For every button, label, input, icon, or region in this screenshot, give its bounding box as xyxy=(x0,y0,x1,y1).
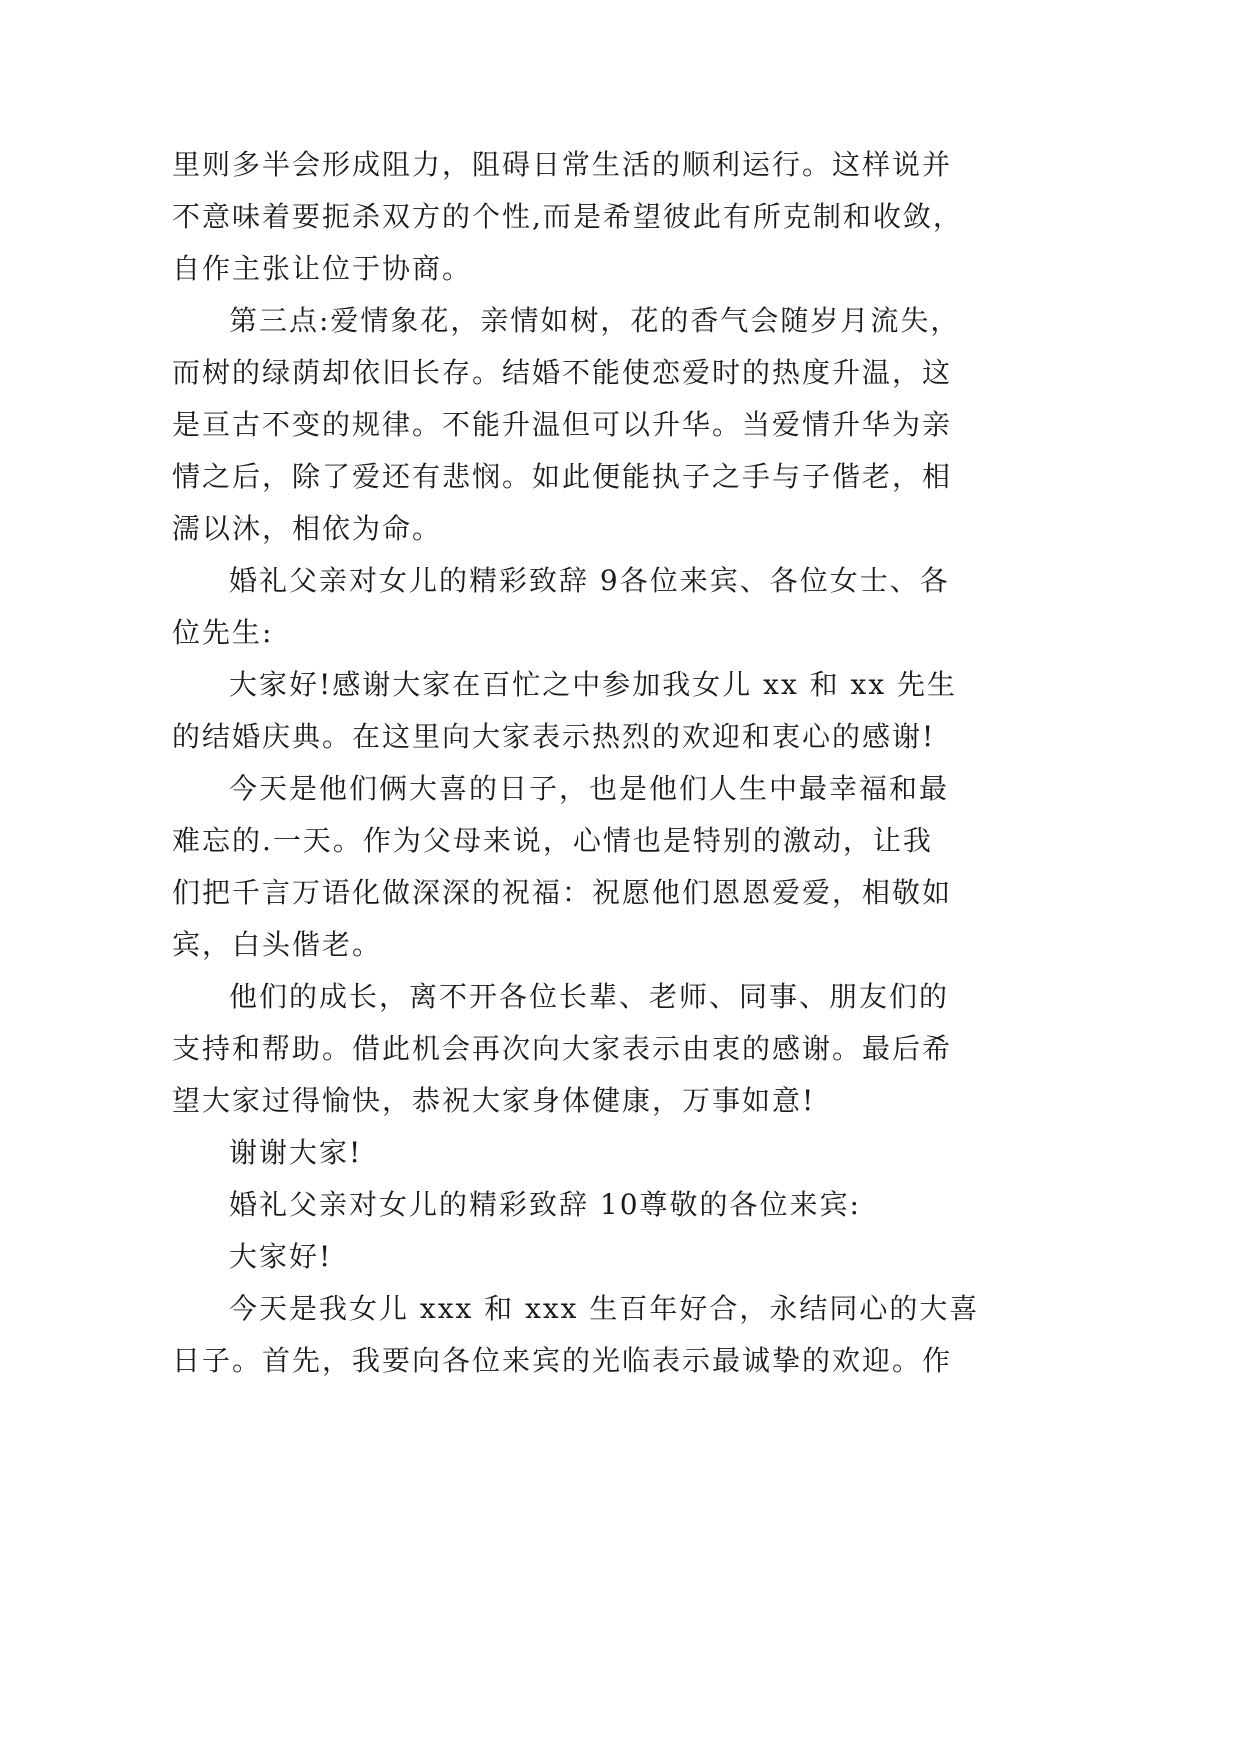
text-line: 日子。首先，我要向各位来宾的光临表示最诚挚的欢迎。作 xyxy=(172,1344,953,1377)
text-line: 不意味着要扼杀双方的个性,而是希望彼此有所克制和收敛， xyxy=(172,200,963,233)
text-line: 情之后，除了爱还有悲悯。如此便能执子之手与子偕老，相 xyxy=(172,460,953,493)
text-line: 宾，白头偕老。 xyxy=(172,928,383,961)
text-line: 自作主张让位于协商。 xyxy=(172,252,473,285)
text-line: 的结婚庆典。在这里向大家表示热烈的欢迎和衷心的感谢! xyxy=(172,720,936,753)
text-line: 今天是他们俩大喜的日子，也是他们人生中最幸福和最 xyxy=(229,772,950,805)
text-line: 大家好!感谢大家在百忙之中参加我女儿 xx 和 xx 先生 xyxy=(229,668,958,701)
text-line: 里则多半会形成阻力，阻碍日常生活的顺利运行。这样说并 xyxy=(172,148,953,181)
text-line: 望大家过得愉快，恭祝大家身体健康，万事如意! xyxy=(172,1084,816,1117)
text-line: 他们的成长，离不开各位长辈、老师、同事、朋友们的 xyxy=(229,980,950,1013)
text-line: 难忘的.一天。作为父母来说，心情也是特别的激动，让我 xyxy=(172,824,933,857)
text-line: 是亘古不变的规律。不能升温但可以升华。当爱情升华为亲 xyxy=(172,408,953,441)
text-line: 支持和帮助。借此机会再次向大家表示由衷的感谢。最后希 xyxy=(172,1032,953,1065)
text-line: 大家好! xyxy=(229,1240,333,1273)
text-line: 今天是我女儿 xxx 和 xxx 生百年好合，永结同心的大喜 xyxy=(229,1292,980,1325)
text-line: 濡以沐，相依为命。 xyxy=(172,512,443,545)
text-line: 谢谢大家! xyxy=(229,1136,363,1169)
text-line: 位先生: xyxy=(172,616,274,649)
text-line: 婚礼父亲对女儿的精彩致辞 10尊敬的各位来宾: xyxy=(229,1188,861,1221)
text-line: 婚礼父亲对女儿的精彩致辞 9各位来宾、各位女士、各 xyxy=(229,564,950,597)
text-line: 而树的绿荫却依旧长存。结婚不能使恋爱时的热度升温，这 xyxy=(172,356,953,389)
text-line: 们把千言万语化做深深的祝福：祝愿他们恩恩爱爱，相敬如 xyxy=(172,876,953,909)
text-line: 第三点:爱情象花，亲情如树，花的香气会随岁月流失， xyxy=(229,304,961,337)
